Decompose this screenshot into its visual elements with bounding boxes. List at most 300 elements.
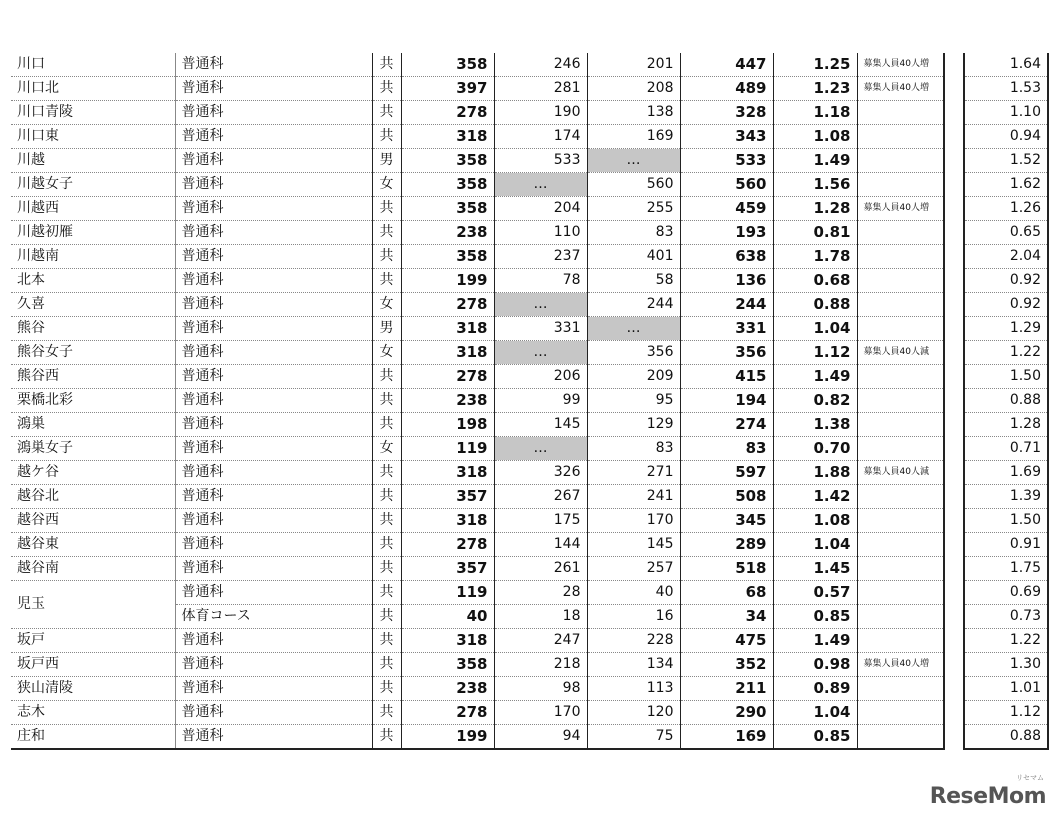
table-row	[11, 53, 944, 77]
quota-cell: 278	[401, 533, 494, 557]
gender-cell: 共	[372, 101, 401, 125]
applicants-a-cell: 261	[494, 557, 587, 581]
previous-rate-cell: 1.30	[964, 653, 1048, 677]
competition-rate-cell: 1.45	[773, 557, 857, 581]
course-cell: 普通科	[175, 533, 372, 557]
table-row	[11, 725, 944, 750]
applicants-a-cell: 94	[494, 725, 587, 750]
applicants-b-cell: 201	[587, 53, 680, 77]
previous-rate-cell: 1.29	[964, 317, 1048, 341]
note-cell	[857, 269, 944, 293]
admissions-table	[11, 53, 945, 750]
school-name-cell: 越谷西	[11, 509, 175, 533]
school-name-cell: 坂戸	[11, 629, 175, 653]
school-name-cell: 川口東	[11, 125, 175, 149]
gender-cell: 共	[372, 677, 401, 701]
course-cell: 普通科	[175, 125, 372, 149]
total-applicants-cell: 352	[680, 653, 773, 677]
previous-rate-cell: 0.65	[964, 221, 1048, 245]
course-cell: 普通科	[175, 221, 372, 245]
table-row	[11, 341, 944, 365]
school-name-cell: 志木	[11, 701, 175, 725]
applicants-a-cell: 533	[494, 149, 587, 173]
previous-rate-cell: 1.53	[964, 77, 1048, 101]
table-row	[964, 293, 1048, 317]
table-row	[964, 197, 1048, 221]
previous-rate-cell: 1.75	[964, 557, 1048, 581]
course-cell: 普通科	[175, 629, 372, 653]
quota-cell: 119	[401, 437, 494, 461]
applicants-b-cell: …	[587, 149, 680, 173]
competition-rate-cell: 0.82	[773, 389, 857, 413]
note-cell: 募集人員40人増	[857, 77, 944, 101]
total-applicants-cell: 290	[680, 701, 773, 725]
table-row	[964, 725, 1048, 750]
competition-rate-cell: 1.56	[773, 173, 857, 197]
applicants-a-cell: 206	[494, 365, 587, 389]
applicants-a-cell: 175	[494, 509, 587, 533]
table-row	[964, 101, 1048, 125]
gender-cell: 共	[372, 413, 401, 437]
applicants-a-cell: 281	[494, 77, 587, 101]
gender-cell: 共	[372, 629, 401, 653]
table-row	[964, 701, 1048, 725]
course-cell: 普通科	[175, 317, 372, 341]
applicants-a-cell: 145	[494, 413, 587, 437]
table-row	[964, 653, 1048, 677]
total-applicants-cell: 518	[680, 557, 773, 581]
previous-rate-cell: 1.69	[964, 461, 1048, 485]
quota-cell: 198	[401, 413, 494, 437]
table-row	[964, 485, 1048, 509]
table-row	[11, 701, 944, 725]
note-cell	[857, 293, 944, 317]
gender-cell: 女	[372, 341, 401, 365]
competition-rate-cell: 1.08	[773, 125, 857, 149]
note-cell: 募集人員40人増	[857, 653, 944, 677]
course-cell: 普通科	[175, 341, 372, 365]
competition-rate-cell: 0.85	[773, 605, 857, 629]
school-name-cell: 熊谷	[11, 317, 175, 341]
competition-rate-cell: 1.28	[773, 197, 857, 221]
table-row	[11, 101, 944, 125]
previous-rate-cell: 0.88	[964, 389, 1048, 413]
quota-cell: 358	[401, 197, 494, 221]
gender-cell: 共	[372, 245, 401, 269]
table-row	[11, 173, 944, 197]
note-cell: 募集人員40人増	[857, 197, 944, 221]
course-cell: 普通科	[175, 725, 372, 750]
competition-rate-cell: 0.70	[773, 437, 857, 461]
course-cell: 普通科	[175, 293, 372, 317]
previous-rate-cell: 0.73	[964, 605, 1048, 629]
total-applicants-cell: 560	[680, 173, 773, 197]
competition-rate-cell: 0.85	[773, 725, 857, 750]
table-row	[11, 461, 944, 485]
applicants-b-cell: 356	[587, 341, 680, 365]
previous-rate-table	[963, 53, 1049, 750]
competition-rate-cell: 1.23	[773, 77, 857, 101]
table-row	[11, 245, 944, 269]
table-row	[964, 677, 1048, 701]
school-name-cell: 栗橋北彩	[11, 389, 175, 413]
gender-cell: 共	[372, 77, 401, 101]
applicants-a-cell: 246	[494, 53, 587, 77]
note-cell	[857, 605, 944, 629]
total-applicants-cell: 328	[680, 101, 773, 125]
table-row	[11, 269, 944, 293]
school-name-cell: 北本	[11, 269, 175, 293]
applicants-a-cell: 247	[494, 629, 587, 653]
school-name-cell: 川越	[11, 149, 175, 173]
competition-rate-cell: 0.98	[773, 653, 857, 677]
previous-rate-cell: 1.22	[964, 629, 1048, 653]
applicants-a-cell: 170	[494, 701, 587, 725]
applicants-a-cell: 110	[494, 221, 587, 245]
table-row	[964, 533, 1048, 557]
quota-cell: 358	[401, 53, 494, 77]
total-applicants-cell: 211	[680, 677, 773, 701]
applicants-b-cell: 120	[587, 701, 680, 725]
table-row	[11, 365, 944, 389]
total-applicants-cell: 136	[680, 269, 773, 293]
total-applicants-cell: 331	[680, 317, 773, 341]
table-row	[11, 221, 944, 245]
school-name-cell: 川越初雁	[11, 221, 175, 245]
applicants-b-cell: 58	[587, 269, 680, 293]
course-cell: 普通科	[175, 245, 372, 269]
table-row	[11, 677, 944, 701]
total-applicants-cell: 193	[680, 221, 773, 245]
total-applicants-cell: 597	[680, 461, 773, 485]
applicants-b-cell: 95	[587, 389, 680, 413]
note-cell: 募集人員40人増	[857, 53, 944, 77]
total-applicants-cell: 508	[680, 485, 773, 509]
table-row	[964, 605, 1048, 629]
applicants-b-cell: 83	[587, 221, 680, 245]
applicants-b-cell: 145	[587, 533, 680, 557]
previous-rate-cell: 1.01	[964, 677, 1048, 701]
competition-rate-cell: 0.57	[773, 581, 857, 605]
applicants-b-cell: 560	[587, 173, 680, 197]
note-cell	[857, 365, 944, 389]
quota-cell: 318	[401, 317, 494, 341]
course-cell: 普通科	[175, 437, 372, 461]
table-row	[11, 653, 944, 677]
competition-rate-cell: 0.68	[773, 269, 857, 293]
competition-rate-cell: 1.49	[773, 629, 857, 653]
quota-cell: 278	[401, 293, 494, 317]
quota-cell: 357	[401, 485, 494, 509]
total-applicants-cell: 415	[680, 365, 773, 389]
note-cell	[857, 389, 944, 413]
total-applicants-cell: 533	[680, 149, 773, 173]
total-applicants-cell: 638	[680, 245, 773, 269]
note-cell	[857, 149, 944, 173]
gender-cell: 共	[372, 269, 401, 293]
gender-cell: 共	[372, 725, 401, 750]
competition-rate-cell: 1.88	[773, 461, 857, 485]
applicants-a-cell: 99	[494, 389, 587, 413]
gender-cell: 共	[372, 485, 401, 509]
applicants-a-cell: 174	[494, 125, 587, 149]
previous-rate-cell: 1.50	[964, 365, 1048, 389]
competition-rate-cell: 1.08	[773, 509, 857, 533]
applicants-a-cell: …	[494, 437, 587, 461]
table-row	[11, 413, 944, 437]
total-applicants-cell: 356	[680, 341, 773, 365]
applicants-b-cell: 244	[587, 293, 680, 317]
table-row	[964, 341, 1048, 365]
school-name-cell: 越谷東	[11, 533, 175, 557]
table-row	[11, 77, 944, 101]
quota-cell: 318	[401, 341, 494, 365]
quota-cell: 358	[401, 653, 494, 677]
previous-rate-cell: 0.94	[964, 125, 1048, 149]
previous-rate-cell: 1.22	[964, 341, 1048, 365]
note-cell: 募集人員40人減	[857, 461, 944, 485]
note-cell	[857, 413, 944, 437]
note-cell	[857, 701, 944, 725]
total-applicants-cell: 169	[680, 725, 773, 750]
note-cell	[857, 725, 944, 750]
course-cell: 普通科	[175, 557, 372, 581]
applicants-a-cell: 237	[494, 245, 587, 269]
note-cell	[857, 125, 944, 149]
quota-cell: 119	[401, 581, 494, 605]
quota-cell: 318	[401, 629, 494, 653]
table-row	[11, 293, 944, 317]
table-row	[964, 389, 1048, 413]
school-name-cell: 川越西	[11, 197, 175, 221]
gender-cell: 男	[372, 149, 401, 173]
applicants-a-cell: …	[494, 293, 587, 317]
previous-rate-cell: 1.39	[964, 485, 1048, 509]
gender-cell: 共	[372, 605, 401, 629]
competition-rate-cell: 0.88	[773, 293, 857, 317]
total-applicants-cell: 274	[680, 413, 773, 437]
applicants-a-cell: 331	[494, 317, 587, 341]
note-cell	[857, 677, 944, 701]
total-applicants-cell: 289	[680, 533, 773, 557]
note-cell	[857, 557, 944, 581]
gender-cell: 女	[372, 437, 401, 461]
course-cell: 普通科	[175, 413, 372, 437]
previous-rate-cell: 0.69	[964, 581, 1048, 605]
total-applicants-cell: 244	[680, 293, 773, 317]
school-name-cell: 川口青陵	[11, 101, 175, 125]
total-applicants-cell: 194	[680, 389, 773, 413]
gender-cell: 共	[372, 197, 401, 221]
table-row	[11, 629, 944, 653]
gender-cell: 共	[372, 533, 401, 557]
quota-cell: 358	[401, 245, 494, 269]
applicants-a-cell: 326	[494, 461, 587, 485]
total-applicants-cell: 459	[680, 197, 773, 221]
gender-cell: 共	[372, 125, 401, 149]
note-cell	[857, 173, 944, 197]
applicants-b-cell: 113	[587, 677, 680, 701]
previous-rate-cell: 1.12	[964, 701, 1048, 725]
quota-cell: 318	[401, 461, 494, 485]
applicants-b-cell: 170	[587, 509, 680, 533]
course-cell: 普通科	[175, 677, 372, 701]
gender-cell: 男	[372, 317, 401, 341]
table-row	[11, 149, 944, 173]
school-name-cell: 久喜	[11, 293, 175, 317]
school-name-cell: 川口北	[11, 77, 175, 101]
course-cell: 普通科	[175, 485, 372, 509]
applicants-b-cell: 271	[587, 461, 680, 485]
course-cell: 普通科	[175, 509, 372, 533]
course-cell: 普通科	[175, 53, 372, 77]
previous-rate-cell: 0.92	[964, 293, 1048, 317]
note-cell	[857, 221, 944, 245]
table-row	[964, 509, 1048, 533]
table-row	[11, 317, 944, 341]
note-cell	[857, 629, 944, 653]
total-applicants-cell: 68	[680, 581, 773, 605]
logo-subtext: リセマム	[1016, 774, 1044, 782]
applicants-a-cell: …	[494, 173, 587, 197]
note-cell: 募集人員40人減	[857, 341, 944, 365]
school-name-cell: 坂戸西	[11, 653, 175, 677]
school-name-cell: 越ケ谷	[11, 461, 175, 485]
previous-rate-cell: 1.26	[964, 197, 1048, 221]
note-cell	[857, 317, 944, 341]
total-applicants-cell: 489	[680, 77, 773, 101]
table-row	[964, 365, 1048, 389]
course-cell: 普通科	[175, 173, 372, 197]
competition-rate-cell: 1.04	[773, 317, 857, 341]
competition-rate-cell: 1.04	[773, 701, 857, 725]
applicants-b-cell: 75	[587, 725, 680, 750]
gender-cell: 共	[372, 581, 401, 605]
competition-rate-cell: 1.38	[773, 413, 857, 437]
quota-cell: 238	[401, 389, 494, 413]
applicants-a-cell: 78	[494, 269, 587, 293]
gender-cell: 共	[372, 509, 401, 533]
applicants-b-cell: 401	[587, 245, 680, 269]
applicants-a-cell: 267	[494, 485, 587, 509]
quota-cell: 278	[401, 365, 494, 389]
total-applicants-cell: 343	[680, 125, 773, 149]
applicants-a-cell: 190	[494, 101, 587, 125]
table-row	[964, 269, 1048, 293]
table-row	[964, 245, 1048, 269]
note-cell	[857, 533, 944, 557]
applicants-a-cell: 204	[494, 197, 587, 221]
applicants-b-cell: 138	[587, 101, 680, 125]
total-applicants-cell: 345	[680, 509, 773, 533]
quota-cell: 40	[401, 605, 494, 629]
note-cell	[857, 101, 944, 125]
table-row	[964, 629, 1048, 653]
gender-cell: 共	[372, 461, 401, 485]
table-row	[964, 149, 1048, 173]
table-row	[964, 557, 1048, 581]
applicants-b-cell: 255	[587, 197, 680, 221]
school-name-cell: 狭山清陵	[11, 677, 175, 701]
total-applicants-cell: 447	[680, 53, 773, 77]
gender-cell: 女	[372, 293, 401, 317]
previous-rate-cell: 0.71	[964, 437, 1048, 461]
gender-cell: 共	[372, 701, 401, 725]
course-cell: 普通科	[175, 197, 372, 221]
note-cell	[857, 509, 944, 533]
quota-cell: 318	[401, 509, 494, 533]
course-cell: 体育コース	[175, 605, 372, 629]
applicants-b-cell: 83	[587, 437, 680, 461]
total-applicants-cell: 475	[680, 629, 773, 653]
note-cell	[857, 581, 944, 605]
gender-cell: 共	[372, 653, 401, 677]
previous-rate-cell: 0.88	[964, 725, 1048, 750]
applicants-b-cell: 257	[587, 557, 680, 581]
school-name-cell: 越谷南	[11, 557, 175, 581]
school-name-cell: 越谷北	[11, 485, 175, 509]
table-row	[964, 461, 1048, 485]
table-row	[11, 389, 944, 413]
table-row	[11, 581, 944, 605]
course-cell: 普通科	[175, 581, 372, 605]
gender-cell: 共	[372, 389, 401, 413]
competition-rate-cell: 1.49	[773, 365, 857, 389]
applicants-a-cell: …	[494, 341, 587, 365]
quota-cell: 278	[401, 701, 494, 725]
table-row	[964, 53, 1048, 77]
note-cell	[857, 485, 944, 509]
gender-cell: 女	[372, 173, 401, 197]
school-name-cell: 川越女子	[11, 173, 175, 197]
course-cell: 普通科	[175, 77, 372, 101]
table-row	[11, 533, 944, 557]
applicants-a-cell: 98	[494, 677, 587, 701]
gender-cell: 共	[372, 53, 401, 77]
course-cell: 普通科	[175, 461, 372, 485]
table-row	[11, 485, 944, 509]
quota-cell: 278	[401, 101, 494, 125]
table-row	[964, 581, 1048, 605]
quota-cell: 199	[401, 269, 494, 293]
school-name-cell: 熊谷女子	[11, 341, 175, 365]
course-cell: 普通科	[175, 701, 372, 725]
quota-cell: 199	[401, 725, 494, 750]
competition-rate-cell: 0.89	[773, 677, 857, 701]
previous-rate-cell: 0.91	[964, 533, 1048, 557]
competition-rate-cell: 1.12	[773, 341, 857, 365]
competition-rate-cell: 1.18	[773, 101, 857, 125]
applicants-b-cell: 16	[587, 605, 680, 629]
gender-cell: 共	[372, 365, 401, 389]
table-row	[964, 221, 1048, 245]
applicants-b-cell: 208	[587, 77, 680, 101]
quota-cell: 358	[401, 149, 494, 173]
table-row	[964, 77, 1048, 101]
previous-rate-cell: 1.62	[964, 173, 1048, 197]
school-name-cell: 川越南	[11, 245, 175, 269]
table-row	[11, 197, 944, 221]
previous-rate-cell: 0.92	[964, 269, 1048, 293]
previous-rate-cell: 2.04	[964, 245, 1048, 269]
applicants-a-cell: 28	[494, 581, 587, 605]
gender-cell: 共	[372, 557, 401, 581]
table-row	[964, 125, 1048, 149]
applicants-b-cell: 241	[587, 485, 680, 509]
school-name-cell: 鴻巣	[11, 413, 175, 437]
applicants-b-cell: …	[587, 317, 680, 341]
note-cell	[857, 437, 944, 461]
